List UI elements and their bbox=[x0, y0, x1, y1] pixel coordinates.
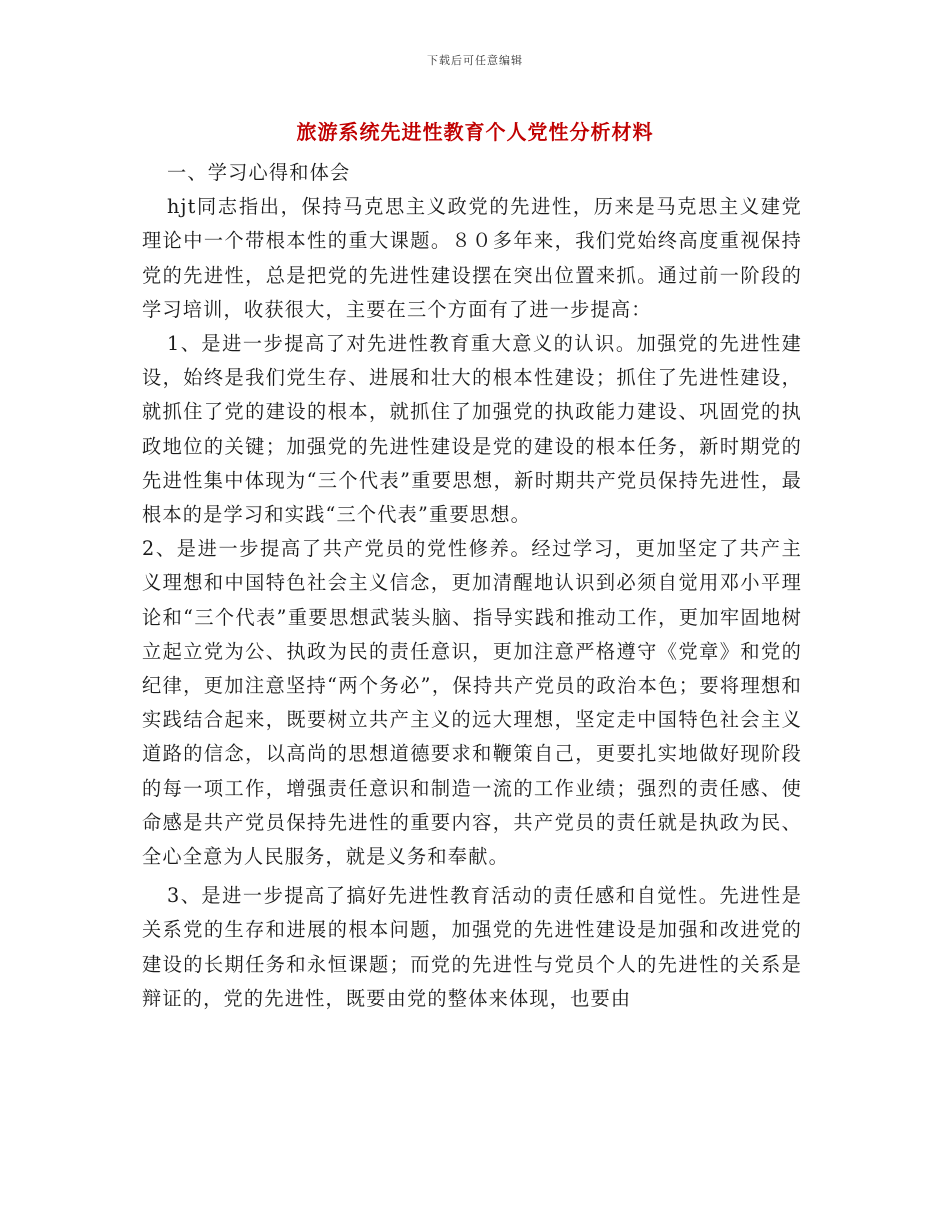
document-body bbox=[142, 156, 802, 1016]
paragraph-intro: hjt同志指出，保持马克思主义政党的先进性，历来是马克思主义建党理论中一个带根本性的重大课题。８０多年来，我们党始终高度重视保持党的先进性，总是把党的先进性建设摆在突出位置来抓。通过前一阶段的学习培训，收获很大，主要在三个方面有了进一步提高： bbox=[142, 195, 802, 321]
paragraph-point-2: 2、是进一步提高了共产党员的党性修养。经过学习，更加坚定了共产主义理想和中国特色社会主义信念，更加清醒地认识到必须自觉用邓小平理论和“三个代表”重要思想武装头脑、指导实践和推动工作，更加牢固地树立起立党为公、执政为民的责任意识，更加注意严格遵守《党章》和党的纪律，更加注意坚持“两个务必”，保持共产党员的政治本色；要将理想和实践结合起来，既要树立共产主义的远大理想，坚定走中国特色社会主义道路的信念，以高尚的思想道德要求和鞭策自己，更要扎实地做好现阶段的每一项工作，增强责任意识和制造一流的工作业绩；强烈的责任感、使命感是共产党员保持先进性的重要内容，共产党员的责任就是执政为民、全心全意为人民服务，就是义务和奉献。 bbox=[142, 537, 802, 869]
section-heading: 一、学习心得和体会 bbox=[166, 161, 351, 184]
header-note: 下载后可任意编辑 bbox=[427, 54, 523, 67]
document-title: 旅游系统先进性教育个人党性分析材料 bbox=[296, 120, 654, 144]
paragraph-point-3: 3、是进一步提高了搞好先进性教育活动的责任感和自觉性。先进性是关系党的生存和进展的根本问题，加强党的先进性建设是加强和改进党的建设的长期任务和永恒课题；而党的先进性与党员个人的先进性的关系是辩证的，党的先进性，既要由党的整体来体现，也要由 bbox=[142, 884, 802, 1010]
paragraph-point-1: 1、是进一步提高了对先进性教育重大意义的认识。加强党的先进性建设，始终是我们党生存、进展和壮大的根本性建设；抓住了先进性建设，就抓住了党的建设的根本，就抓住了加强党的执政能力建设、巩固党的执政地位的关键；加强党的先进性建设是党的建设的根本任务，新时期党的先进性集中体现为“三个代表”重要思想，新时期共产党员保持先进性，最根本的是学习和实践“三个代表”重要思想。 bbox=[142, 332, 802, 527]
